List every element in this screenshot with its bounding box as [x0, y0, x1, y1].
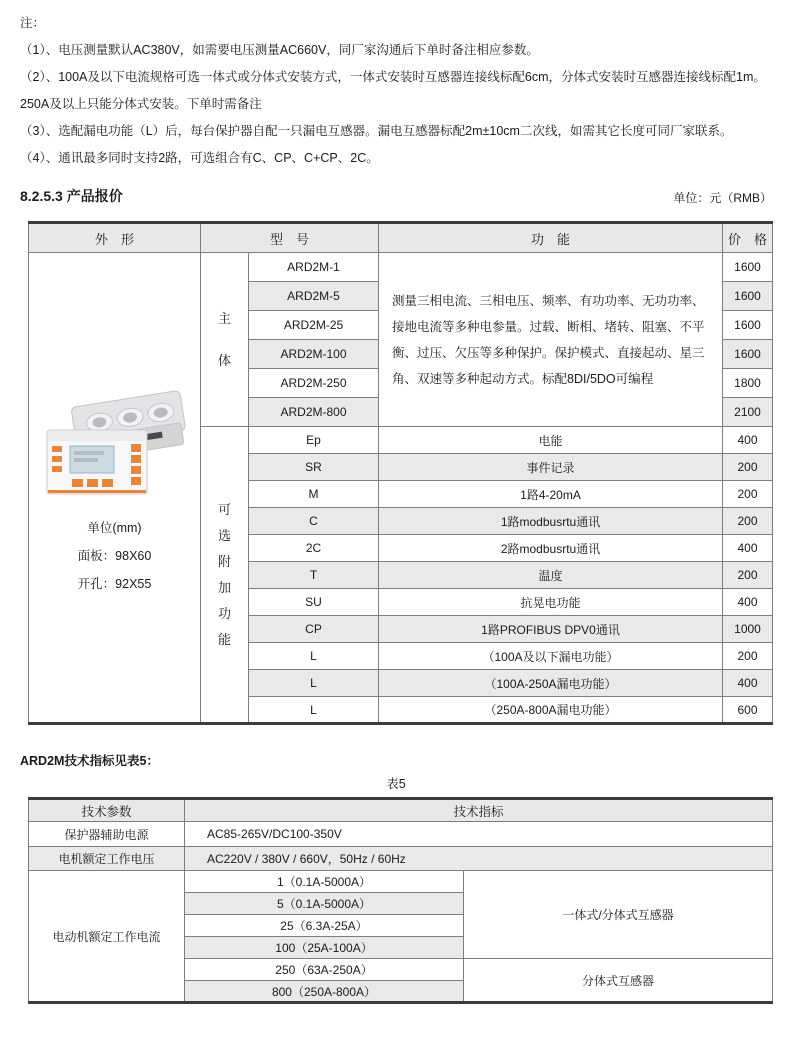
model-cell: T: [249, 562, 379, 589]
model-cell: 2C: [249, 535, 379, 562]
price-cell: 400: [723, 535, 773, 562]
model-cell: C: [249, 508, 379, 535]
notes-section: [20, 10, 772, 172]
model-cell: SR: [249, 454, 379, 481]
transformer-type-cell: 一体式/分体式互感器: [464, 871, 773, 959]
header-param: 技术参数: [29, 799, 185, 822]
model-cell: ARD2M-250: [249, 369, 379, 398]
currency-unit-label: 单位：元（RMB）: [673, 191, 772, 205]
model-cell: Ep: [249, 427, 379, 454]
function-cell: 抗晃电功能: [379, 589, 723, 616]
price-cell: 400: [723, 427, 773, 454]
appearance-cell: [29, 253, 201, 724]
price-cell: 200: [723, 643, 773, 670]
function-cell: （100A及以下漏电功能）: [379, 643, 723, 670]
product-price-table: [28, 221, 773, 725]
header-model: 型 号: [201, 223, 379, 253]
model-cell: ARD2M-5: [249, 282, 379, 311]
model-cell: L: [249, 670, 379, 697]
current-range-cell: 100（25A-100A）: [185, 937, 464, 959]
function-description-cell: 测量三相电流、三相电压、频率、有功功率、无功功率、接地电流等多种电参量。过载、断相、堵转、阻塞、不平衡、过压、欠压等多种保护。保护模式、直接起动、星三角、双速等多种起动方式。标配8DI/5DO可编程: [379, 253, 723, 427]
note-line: （3）、选配漏电功能（L）后，每台保护器自配一只漏电互感器。漏电互感器标配2m±10cm二次线，如需其它长度可同厂家联系。: [20, 124, 733, 138]
note-line: （1）、电压测量默认AC380V，如需要电压测量AC660V，同厂家沟通后下单时备注相应参数。: [20, 43, 539, 57]
header-appearance: 外 形: [29, 223, 201, 253]
price-cell: 200: [723, 454, 773, 481]
price-cell: 200: [723, 562, 773, 589]
value-cell: AC220V / 380V / 660V，50Hz / 60Hz: [185, 847, 773, 871]
dimension-cutout: 开孔：92X55: [77, 576, 152, 591]
function-cell: （100A-250A漏电功能）: [379, 670, 723, 697]
price-cell: 1800: [723, 369, 773, 398]
notes-label: 注：: [20, 16, 46, 30]
table-row: [29, 871, 773, 893]
section-title: 8.2.5.3 产品报价: [20, 188, 123, 204]
table-row: [29, 847, 773, 871]
product-image: [39, 378, 191, 502]
note-line: （2）、100A及以下电流规格可选一体式或分体式安装方式，一体式安装时互感器连接线标配6cm，分体式安装时互感器连接线标配1m。250A及以上只能分体式安装。下单时需备注: [20, 70, 766, 111]
spec-table: [28, 797, 773, 1004]
table-label: 表5: [386, 777, 406, 791]
current-range-cell: 5（0.1A-5000A）: [185, 893, 464, 915]
price-cell: 1600: [723, 340, 773, 369]
current-range-cell: 250（63A-250A）: [185, 959, 464, 981]
header-price: 价 格: [723, 223, 773, 253]
model-cell: ARD2M-800: [249, 398, 379, 427]
model-cell: CP: [249, 616, 379, 643]
param-cell: 电机额定工作电压: [29, 847, 185, 871]
spec-table-header: [29, 799, 773, 822]
param-cell: 保护器辅助电源: [29, 822, 185, 847]
price-cell: 1600: [723, 253, 773, 282]
price-cell: 400: [723, 589, 773, 616]
function-cell: 2路modbusrtu通讯: [379, 535, 723, 562]
price-cell: 600: [723, 697, 773, 724]
price-cell: 200: [723, 481, 773, 508]
function-cell: 温度: [379, 562, 723, 589]
function-cell: （250A-800A漏电功能）: [379, 697, 723, 724]
price-cell: 400: [723, 670, 773, 697]
value-cell: AC85-265V/DC100-350V: [185, 822, 773, 847]
function-cell: 1路modbusrtu通讯: [379, 508, 723, 535]
table-row: [29, 822, 773, 847]
price-cell: 200: [723, 508, 773, 535]
price-cell: 1600: [723, 282, 773, 311]
function-cell: 1路4-20mA: [379, 481, 723, 508]
note-line: （4）、通讯最多同时支持2路，可选组合有C、CP、C+CP、2C。: [20, 151, 379, 165]
model-cell: L: [249, 697, 379, 724]
header-function: 功 能: [379, 223, 723, 253]
model-cell: L: [249, 643, 379, 670]
current-range-cell: 1（0.1A-5000A）: [185, 871, 464, 893]
price-cell: 2100: [723, 398, 773, 427]
header-indicator: 技术指标: [185, 799, 773, 822]
transformer-type-cell: 分体式互感器: [464, 959, 773, 1003]
table-row: [29, 253, 773, 282]
category-main-body: 主体: [201, 253, 249, 427]
param-cell-current: 电动机额定工作电流: [29, 871, 185, 1003]
model-cell: SU: [249, 589, 379, 616]
function-cell: 电能: [379, 427, 723, 454]
model-cell: M: [249, 481, 379, 508]
model-cell: ARD2M-100: [249, 340, 379, 369]
category-addon: 可选附加功能: [201, 427, 249, 724]
function-cell: 1路PROFIBUS DPV0通讯: [379, 616, 723, 643]
model-cell: ARD2M-1: [249, 253, 379, 282]
spec-intro: ARD2M技术指标见表5：: [20, 754, 159, 768]
pricing-title-row: [20, 186, 772, 206]
current-range-cell: 800（250A-800A）: [185, 981, 464, 1003]
model-cell: ARD2M-25: [249, 311, 379, 340]
dimension-panel: 面板：98X60: [77, 548, 152, 563]
price-table-header: [29, 223, 773, 253]
price-cell: 1600: [723, 311, 773, 340]
current-range-cell: 25（6.3A-25A）: [185, 915, 464, 937]
dimension-unit: 单位(mm): [87, 520, 142, 535]
price-cell: 1000: [723, 616, 773, 643]
function-cell: 事件记录: [379, 454, 723, 481]
